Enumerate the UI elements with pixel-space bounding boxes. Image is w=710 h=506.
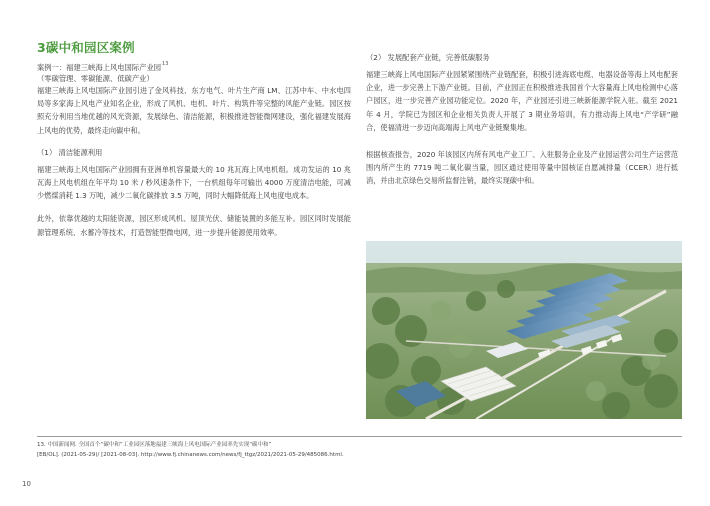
footnote-divider bbox=[37, 436, 682, 437]
section-title: 3碳中和园区案例 bbox=[37, 40, 135, 55]
footnote-line-1: 13. 中国新闻网. 全国首个“碳中和”工业园区落地福建三峡海上风电国际产业园率先实现“碳中和” bbox=[37, 442, 272, 448]
industry-chain-paragraph-1: 福建三峡海上风电国际产业园紧紧围绕产业链配套，积极引进海底电缆、电器设备等海上风电配套企业，进一步完善上下游产业链。目前，产业园正在积极推进我国首个大容量海上风电检测中心落户园区，进一步完善产业园功能定位。2020 年，产业园还引进三峡新能源学院入驻。截至 2021 年 4 月，学院已为园区和企业相关负责人开展了 3 期业务培训，有力推动海上风电“产学研”融合，使福清进一步迈向高端海上风电产业链聚集地。 bbox=[366, 70, 678, 132]
page-number: 10 bbox=[22, 480, 31, 488]
clean-energy-paragraph-2: 此外，依靠优越的太阳能资源，园区形成风机、屋顶光伏、储能装置的多能互补。园区同时发展能源管理系统、水蓄冷等技术，打造智能型微电网，进一步提升能源使用效率。 bbox=[37, 214, 351, 237]
case-intro-paragraph: 福建三峡海上风电国际产业园引进了金风科技、东方电气、叶片生产商 LM、江苏中车、中水电四局等多家海上风电产业知名企业，形成了风机、电机、叶片、构筑件等完整的风能产业链。园区按照充分利用当地优越的风光资源，发展绿色、清洁能源，积极推进智能微网建设，强化福建发展海上风电的优势，最终走向碳中和。 bbox=[37, 86, 351, 135]
left-column bbox=[37, 40, 351, 239]
clean-energy-heading: （1） 清洁能源利用 bbox=[37, 147, 103, 157]
clean-energy-paragraph-1: 福建三峡海上风电国际产业园拥有亚洲单机容量最大的 10 兆瓦海上风电机组。成功发运的 10 兆瓦海上风电机组在年平均 10 米 / 秒风速条件下，一台机组每年可输出 4000 万度清洁电能，可减少燃煤消耗 1.3 万吨，减少二氧化碳排放 3.5 万吨，同时大幅降低海上风电度电成本。 bbox=[37, 164, 351, 201]
industrial-park-aerial-photo bbox=[366, 241, 682, 419]
footnote-reference[interactable]: 13 bbox=[162, 61, 169, 67]
case-title bbox=[37, 62, 351, 73]
industry-chain-heading: （2） 发展配套产业链，完善低碳服务 bbox=[366, 53, 490, 62]
footnotes bbox=[37, 440, 682, 460]
industry-chain-paragraph-2: 根据核查报告，2020 年该园区内所有风电产业工厂、入驻服务企业及产业园运营公司生产运营范围内所产生的 7719 吨二氧化碳当量，园区通过使用等量中国核证自愿减排量（CCER）进行抵消，并由北京绿色交易所监督注销，最终实现碳中和。 bbox=[366, 150, 678, 186]
case-tags: （零碳管理、零碳能源、低碳产业） bbox=[37, 74, 154, 83]
right-column bbox=[366, 52, 678, 188]
footnote-line-2[interactable]: [EB/OL]. (2021-05-29)/ [2021-08-03]. http://www.fj.chinanews.com/news/fj_ttgz/2021/2021-05-29/485086.html. bbox=[37, 452, 344, 458]
case-title-text: 案例一：福建三峡海上风电国际产业园 bbox=[37, 63, 162, 72]
